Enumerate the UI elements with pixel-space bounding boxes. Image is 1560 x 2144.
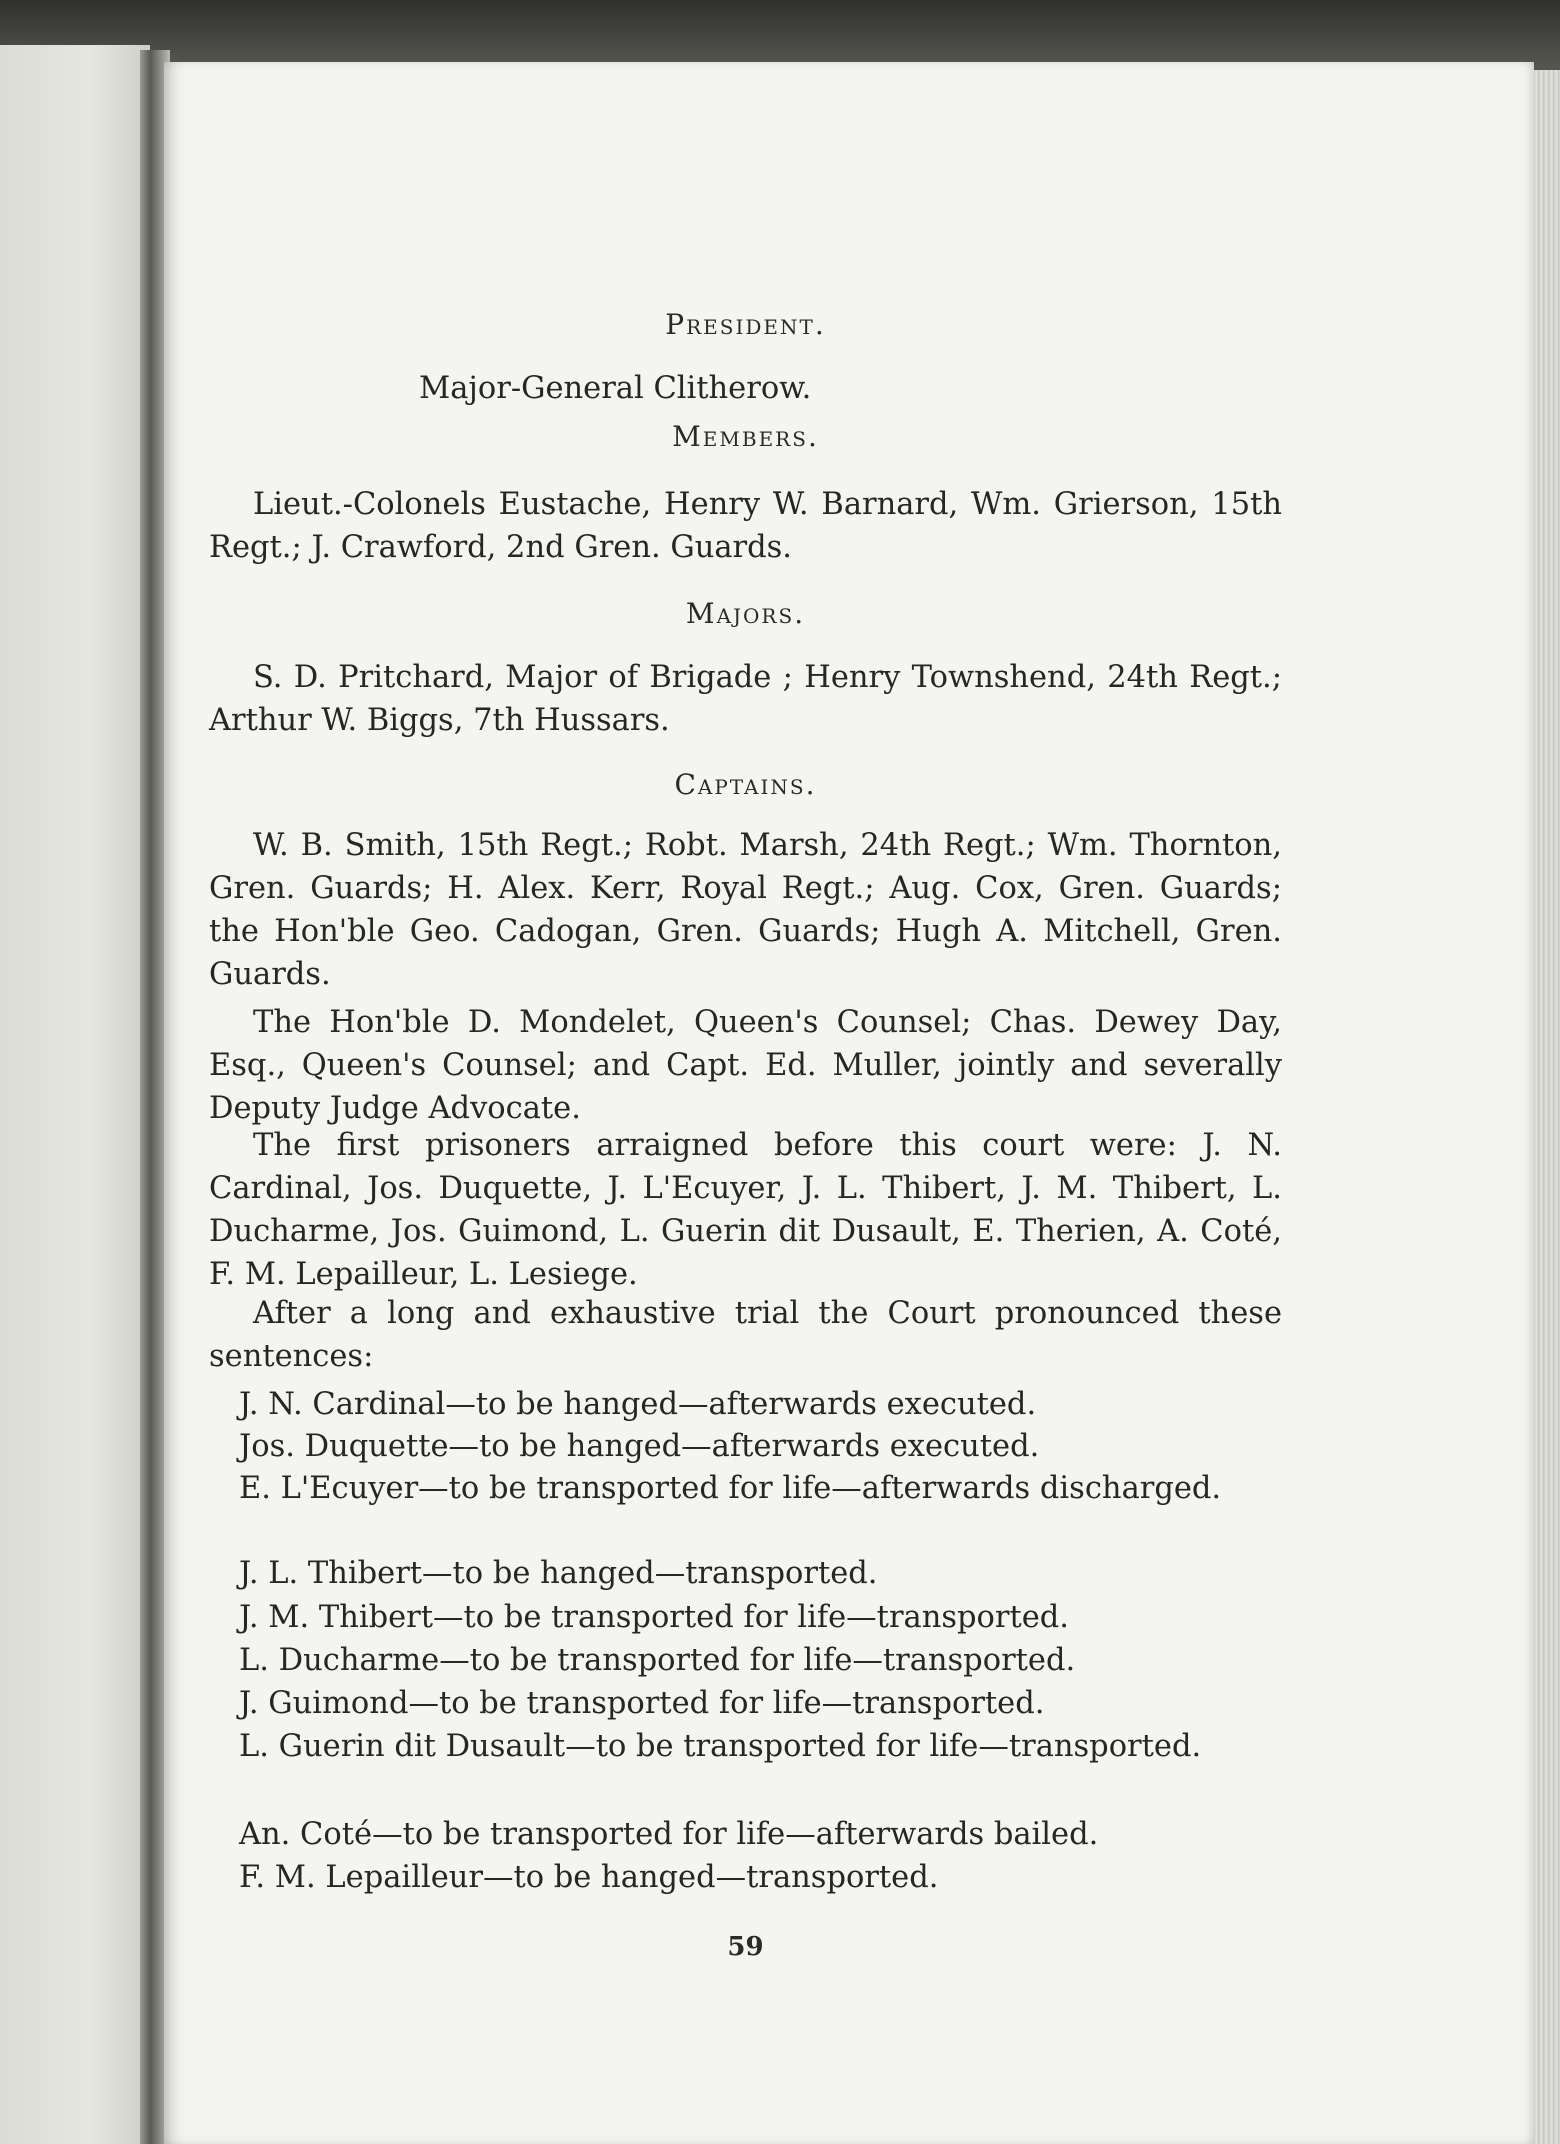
page-number: 59	[727, 1932, 764, 1962]
sentence-line: J. Guimond—to be transported for life—transported.	[239, 1686, 1045, 1721]
members-paragraph: Lieut.-Colonels Eustache, Henry W. Barnard, Wm. Grierson, 15th Regt.; J. Crawford, 2nd Gren. Guards.	[209, 487, 1282, 565]
heading-captains: Captains.	[674, 768, 817, 801]
president-name: Major-General Clitherow.	[419, 371, 812, 406]
facing-page-edge	[0, 45, 150, 2144]
sentence-line: F. M. Lepailleur—to be hanged—transported.	[239, 1860, 939, 1895]
sentence-line: J. M. Thibert—to be transported for life—transported.	[239, 1600, 1069, 1635]
sentence-line: L. Ducharme—to be transported for life—transported.	[239, 1643, 1076, 1678]
sentence-line: Jos. Duquette—to be hanged—afterwards executed.	[239, 1429, 1040, 1464]
judge-advocates-paragraph: The Hon'ble D. Mondelet, Queen's Counsel; Chas. Dewey Day, Esq., Queen's Counsel; and Capt. Ed. Muller, jointly and severally Deputy Judge Advocate.	[209, 1005, 1282, 1126]
heading-majors: Majors.	[685, 597, 806, 630]
sentence-line: J. L. Thibert—to be hanged—transported.	[239, 1556, 878, 1591]
page-stack-edge	[1534, 70, 1560, 2144]
majors-paragraph: S. D. Pritchard, Major of Brigade ; Henry Townshend, 24th Regt.; Arthur W. Biggs, 7th Hussars.	[209, 660, 1282, 738]
sentence-line: E. L'Ecuyer—to be transported for life—afterwards discharged.	[239, 1471, 1222, 1506]
prisoners-paragraph: The first prisoners arraigned before this court were: J. N. Cardinal, Jos. Duquette, J. L'Ecuyer, J. L. Thibert, J. M. Thibert, L. Ducharme, Jos. Guimond, L. Guerin dit Dusault, E. Therien, A. Coté, F. M. Lepailleur, L. Lesiege.	[209, 1128, 1282, 1292]
trial-paragraph: After a long and exhaustive trial the Court pronounced these sentences:	[209, 1296, 1282, 1374]
sentence-line: An. Coté—to be transported for life—afterwards bailed.	[239, 1817, 1099, 1852]
heading-members: Members.	[672, 420, 819, 453]
sentence-line: J. N. Cardinal—to be hanged—afterwards executed.	[239, 1387, 1037, 1422]
captains-paragraph: W. B. Smith, 15th Regt.; Robt. Marsh, 24th Regt.; Wm. Thornton, Gren. Guards; H. Alex. Kerr, Royal Regt.; Aug. Cox, Gren. Guards; the Hon'ble Geo. Cadogan, Gren. Guards; Hugh A. Mitchell, Gren. Guards.	[209, 828, 1282, 992]
heading-president: President.	[665, 308, 826, 341]
sentence-line: L. Guerin dit Dusault—to be transported for life—transported.	[239, 1729, 1202, 1764]
